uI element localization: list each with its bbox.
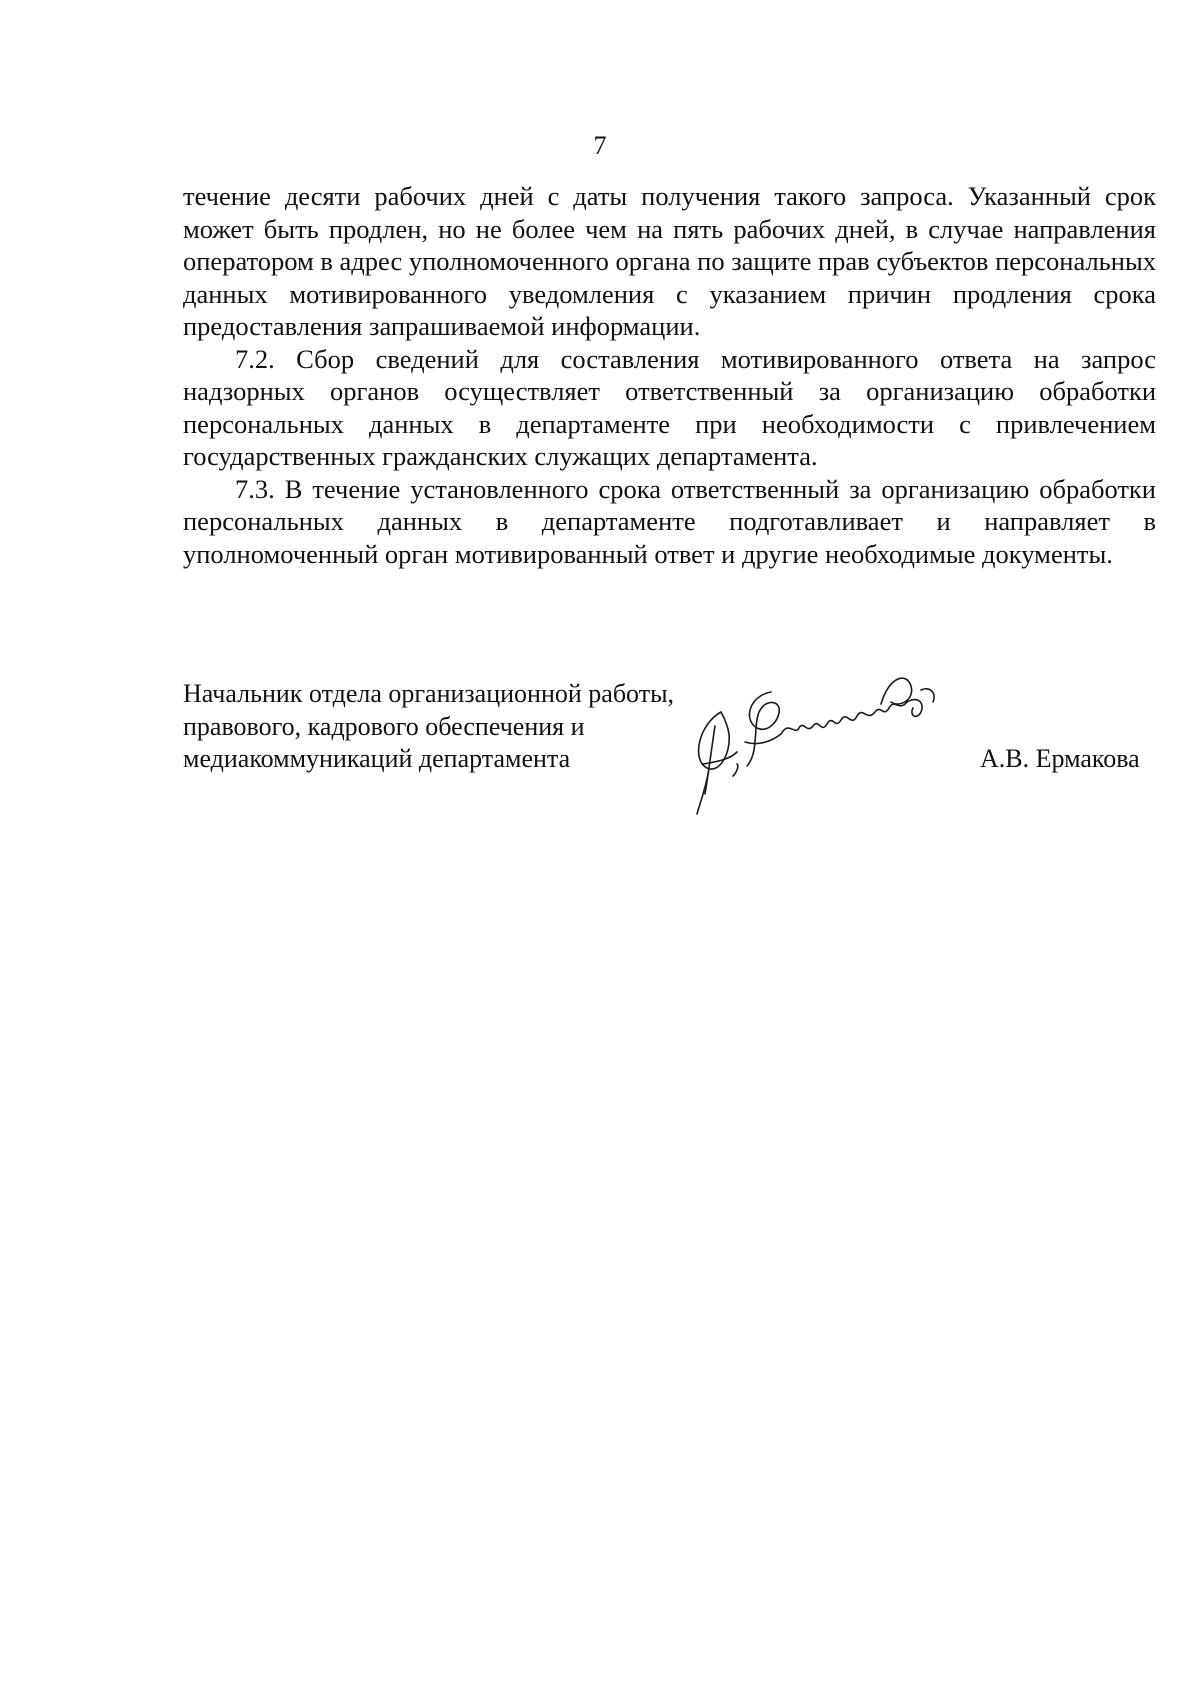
paragraph-7-2: 7.2. Сбор сведений для составления мотивированного ответа на запрос надзорных органов осуществляет ответственный за организацию обработки персональных данных в департаменте при необходимости с привлечением государственных гражданских служащих департамента.: [183, 343, 1156, 471]
signatory-position: [183, 678, 674, 776]
paragraph-continuation: течение десяти рабочих дней с даты получения такого запроса. Указанный срок может быть продлен, но не более чем на пять рабочих дней, в случае направления оператором в адрес уполномоченного органа по защите прав субъектов персональных данных мотивированного уведомления с указанием причин продления срока предоставления запрашиваемой информации.: [183, 181, 1156, 341]
paragraph-7-3: 7.3. В течение установленного срока ответственный за организацию обработки персональных данных в департаменте подготавливает и направляет в уполномоченный орган мотивированный ответ и другие необходимые документы.: [183, 473, 1156, 569]
page-number: 7: [593, 131, 607, 160]
position-line: медиакоммуникаций департамента: [183, 744, 571, 773]
handwritten-signature: [685, 672, 945, 822]
position-line: Начальник отдела организационной работы,: [183, 679, 675, 708]
signer-name: А.В. Ермакова: [980, 744, 1140, 773]
document-body: [183, 180, 1156, 570]
position-line: правового, кадрового обеспечения и: [183, 711, 585, 741]
